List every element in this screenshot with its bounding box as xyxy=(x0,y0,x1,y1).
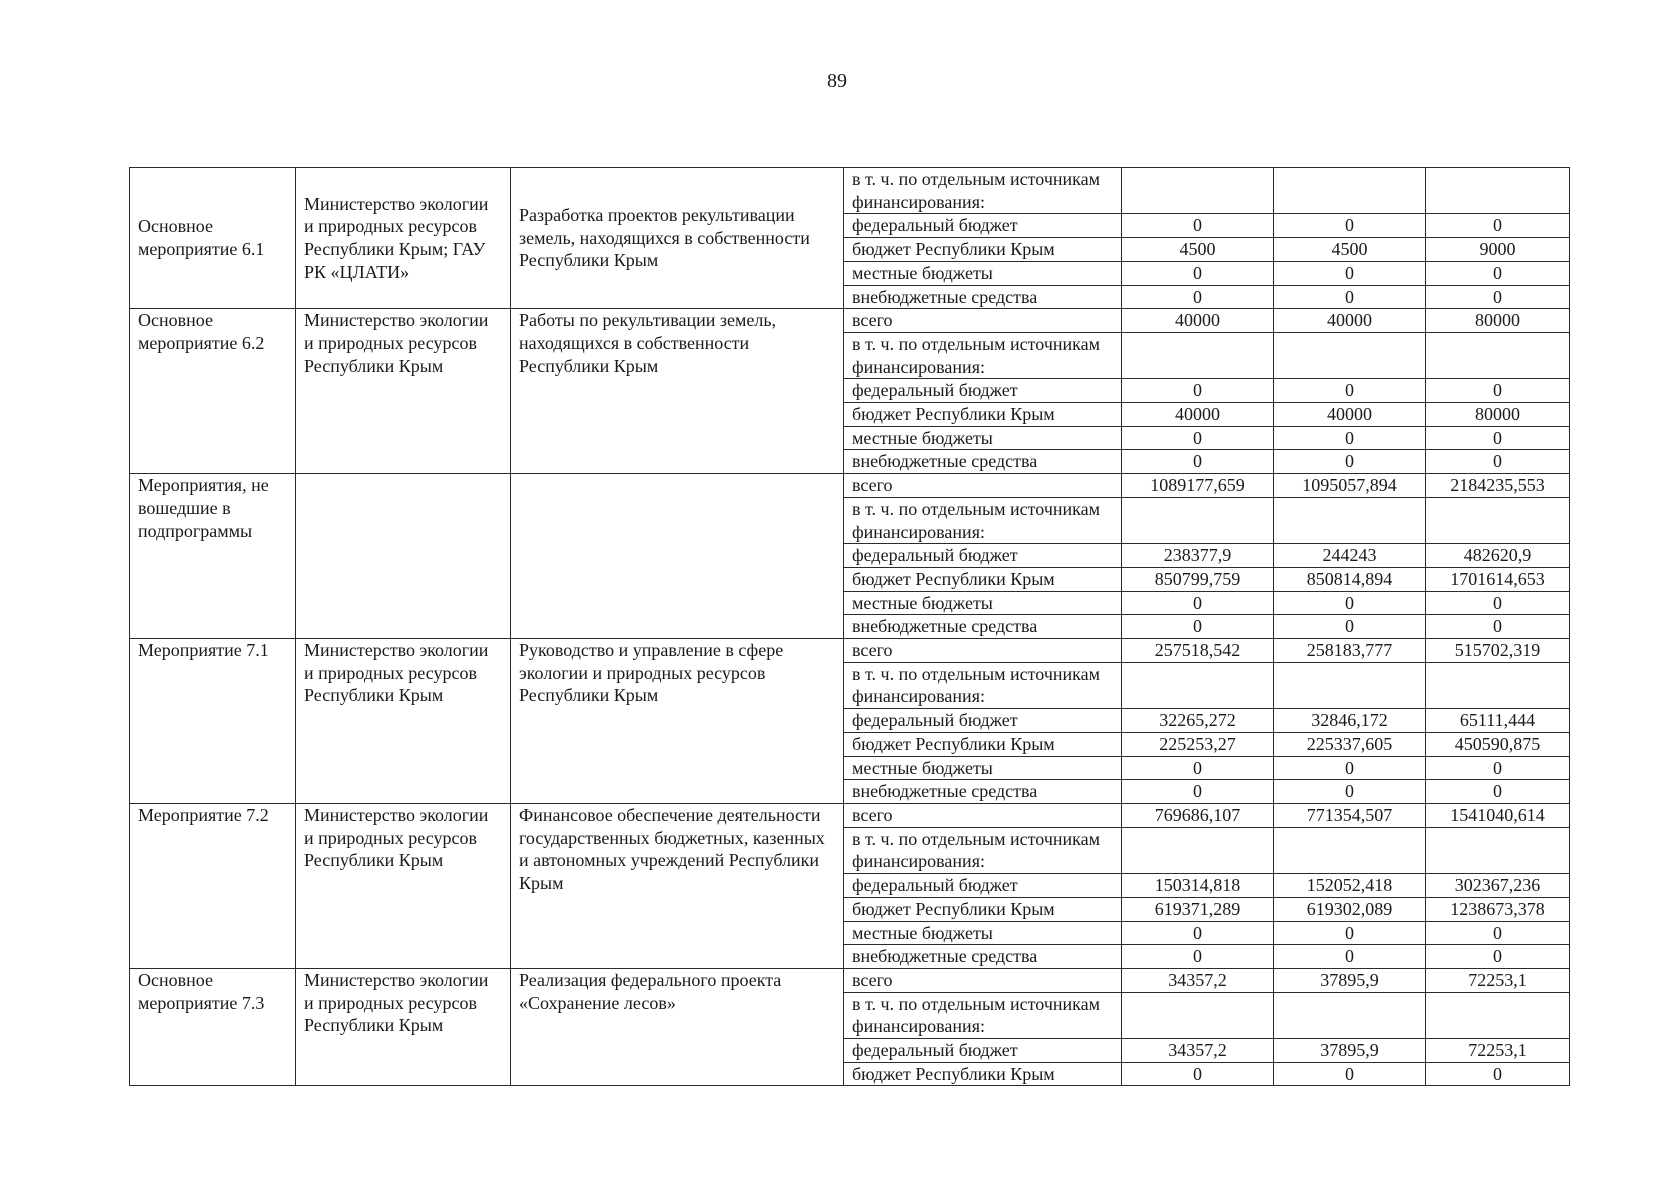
funding-table-body xyxy=(130,168,1570,1086)
amount-cell: 150314,818 xyxy=(1122,874,1274,898)
amount-cell xyxy=(1122,662,1274,708)
amount-cell: 850799,759 xyxy=(1122,567,1274,591)
amount-cell: 72253,1 xyxy=(1426,968,1570,992)
funding-source-cell: всего xyxy=(844,803,1122,827)
description-cell: Разработка проектов рекультивации земель, находящихся в собственности Республики Крым xyxy=(511,168,844,309)
amount-cell: 40000 xyxy=(1274,403,1426,427)
amount-cell: 0 xyxy=(1426,450,1570,474)
funding-source-cell: федеральный бюджет xyxy=(844,874,1122,898)
amount-cell: 40000 xyxy=(1274,309,1426,333)
amount-cell: 34357,2 xyxy=(1122,968,1274,992)
amount-cell: 0 xyxy=(1122,426,1274,450)
amount-cell xyxy=(1426,827,1570,873)
funding-source-cell: федеральный бюджет xyxy=(844,544,1122,568)
funding-source-cell: бюджет Республики Крым xyxy=(844,1062,1122,1086)
amount-cell: 850814,894 xyxy=(1274,567,1426,591)
amount-cell: 2184235,553 xyxy=(1426,474,1570,498)
executor-cell: Министерство экологии и природных ресурсов Республики Крым xyxy=(296,309,511,474)
funding-source-cell: внебюджетные средства xyxy=(844,780,1122,804)
amount-cell: 1095057,894 xyxy=(1274,474,1426,498)
amount-cell: 771354,507 xyxy=(1274,803,1426,827)
amount-cell: 0 xyxy=(1274,261,1426,285)
executor-cell: Министерство экологии и природных ресурсов Республики Крым xyxy=(296,639,511,804)
funding-source-cell: местные бюджеты xyxy=(844,426,1122,450)
funding-source-cell: местные бюджеты xyxy=(844,921,1122,945)
amount-cell xyxy=(1274,168,1426,214)
amount-cell: 4500 xyxy=(1122,238,1274,262)
amount-cell: 0 xyxy=(1274,379,1426,403)
amount-cell: 0 xyxy=(1426,379,1570,403)
amount-cell: 0 xyxy=(1122,780,1274,804)
description-cell: Работы по рекультивации земель, находящихся в собственности Республики Крым xyxy=(511,309,844,474)
amount-cell: 450590,875 xyxy=(1426,732,1570,756)
amount-cell: 619302,089 xyxy=(1274,897,1426,921)
description-cell xyxy=(511,474,844,639)
amount-cell xyxy=(1122,497,1274,543)
amount-cell: 238377,9 xyxy=(1122,544,1274,568)
amount-cell: 0 xyxy=(1426,214,1570,238)
executor-cell: Министерство экологии и природных ресурсов Республики Крым xyxy=(296,803,511,968)
amount-cell: 1701614,653 xyxy=(1426,567,1570,591)
amount-cell: 152052,418 xyxy=(1274,874,1426,898)
amount-cell: 0 xyxy=(1122,945,1274,969)
table-row xyxy=(130,474,1570,498)
amount-cell: 619371,289 xyxy=(1122,897,1274,921)
funding-source-cell: внебюджетные средства xyxy=(844,450,1122,474)
amount-cell: 32846,172 xyxy=(1274,709,1426,733)
amount-cell: 0 xyxy=(1274,945,1426,969)
amount-cell: 0 xyxy=(1426,426,1570,450)
amount-cell: 258183,777 xyxy=(1274,639,1426,663)
amount-cell: 0 xyxy=(1274,756,1426,780)
executor-cell: Министерство экологии и природных ресурсов Республики Крым; ГАУ РК «ЦЛАТИ» xyxy=(296,168,511,309)
amount-cell: 0 xyxy=(1274,285,1426,309)
event-name-cell: Основное мероприятие 6.2 xyxy=(130,309,296,474)
amount-cell: 40000 xyxy=(1122,309,1274,333)
funding-source-cell: в т. ч. по отдельным источникам финансирования: xyxy=(844,168,1122,214)
amount-cell xyxy=(1122,332,1274,378)
funding-source-cell: всего xyxy=(844,968,1122,992)
amount-cell: 0 xyxy=(1426,756,1570,780)
amount-cell xyxy=(1426,992,1570,1038)
amount-cell: 257518,542 xyxy=(1122,639,1274,663)
funding-source-cell: федеральный бюджет xyxy=(844,379,1122,403)
executor-cell: Министерство экологии и природных ресурсов Республики Крым xyxy=(296,968,511,1086)
amount-cell: 0 xyxy=(1122,285,1274,309)
amount-cell: 65111,444 xyxy=(1426,709,1570,733)
funding-source-cell: внебюджетные средства xyxy=(844,945,1122,969)
funding-source-cell: в т. ч. по отдельным источникам финансирования: xyxy=(844,497,1122,543)
amount-cell: 244243 xyxy=(1274,544,1426,568)
amount-cell: 80000 xyxy=(1426,403,1570,427)
funding-table xyxy=(129,167,1570,1086)
amount-cell xyxy=(1426,497,1570,543)
table-row xyxy=(130,309,1570,333)
amount-cell: 225253,27 xyxy=(1122,732,1274,756)
funding-source-cell: федеральный бюджет xyxy=(844,709,1122,733)
funding-source-cell: внебюджетные средства xyxy=(844,615,1122,639)
amount-cell: 0 xyxy=(1274,450,1426,474)
amount-cell: 0 xyxy=(1274,1062,1426,1086)
amount-cell: 34357,2 xyxy=(1122,1039,1274,1063)
executor-cell xyxy=(296,474,511,639)
funding-source-cell: в т. ч. по отдельным источникам финансирования: xyxy=(844,332,1122,378)
event-name-cell: Основное мероприятие 7.3 xyxy=(130,968,296,1086)
amount-cell: 0 xyxy=(1426,285,1570,309)
amount-cell: 9000 xyxy=(1426,238,1570,262)
amount-cell: 302367,236 xyxy=(1426,874,1570,898)
amount-cell: 0 xyxy=(1122,261,1274,285)
amount-cell: 0 xyxy=(1122,379,1274,403)
amount-cell: 0 xyxy=(1122,1062,1274,1086)
amount-cell: 0 xyxy=(1426,921,1570,945)
amount-cell: 0 xyxy=(1122,921,1274,945)
funding-source-cell: бюджет Республики Крым xyxy=(844,897,1122,921)
amount-cell xyxy=(1122,168,1274,214)
page-number: 89 xyxy=(827,70,847,92)
amount-cell xyxy=(1426,332,1570,378)
amount-cell xyxy=(1122,827,1274,873)
funding-source-cell: в т. ч. по отдельным источникам финансирования: xyxy=(844,827,1122,873)
funding-source-cell: федеральный бюджет xyxy=(844,214,1122,238)
funding-source-cell: бюджет Республики Крым xyxy=(844,403,1122,427)
funding-source-cell: всего xyxy=(844,639,1122,663)
funding-source-cell: местные бюджеты xyxy=(844,261,1122,285)
amount-cell: 0 xyxy=(1122,615,1274,639)
amount-cell: 0 xyxy=(1274,426,1426,450)
amount-cell: 515702,319 xyxy=(1426,639,1570,663)
description-cell: Руководство и управление в сфере экологии и природных ресурсов Республики Крым xyxy=(511,639,844,804)
amount-cell: 0 xyxy=(1426,615,1570,639)
table-row xyxy=(130,639,1570,663)
amount-cell xyxy=(1274,662,1426,708)
amount-cell: 0 xyxy=(1122,450,1274,474)
amount-cell xyxy=(1274,827,1426,873)
amount-cell: 482620,9 xyxy=(1426,544,1570,568)
amount-cell xyxy=(1426,662,1570,708)
event-name-cell: Мероприятие 7.1 xyxy=(130,639,296,804)
amount-cell: 37895,9 xyxy=(1274,1039,1426,1063)
amount-cell: 4500 xyxy=(1274,238,1426,262)
description-cell: Финансовое обеспечение деятельности государственных бюджетных, казенных и автономных учреждений Республики Крым xyxy=(511,803,844,968)
funding-source-cell: местные бюджеты xyxy=(844,756,1122,780)
amount-cell: 0 xyxy=(1426,780,1570,804)
amount-cell: 0 xyxy=(1274,615,1426,639)
amount-cell xyxy=(1274,992,1426,1038)
amount-cell: 1541040,614 xyxy=(1426,803,1570,827)
amount-cell: 0 xyxy=(1274,921,1426,945)
amount-cell: 0 xyxy=(1122,214,1274,238)
description-cell: Реализация федерального проекта «Сохранение лесов» xyxy=(511,968,844,1086)
table-row xyxy=(130,803,1570,827)
funding-source-cell: в т. ч. по отдельным источникам финансирования: xyxy=(844,662,1122,708)
event-name-cell: Основное мероприятие 6.1 xyxy=(130,168,296,309)
amount-cell: 0 xyxy=(1426,945,1570,969)
amount-cell xyxy=(1274,332,1426,378)
funding-source-cell: в т. ч. по отдельным источникам финансирования: xyxy=(844,992,1122,1038)
amount-cell: 32265,272 xyxy=(1122,709,1274,733)
amount-cell xyxy=(1426,168,1570,214)
amount-cell: 0 xyxy=(1122,591,1274,615)
amount-cell: 37895,9 xyxy=(1274,968,1426,992)
amount-cell: 80000 xyxy=(1426,309,1570,333)
table-row xyxy=(130,968,1570,992)
event-name-cell: Мероприятия, не вошедшие в подпрограммы xyxy=(130,474,296,639)
amount-cell: 769686,107 xyxy=(1122,803,1274,827)
amount-cell: 72253,1 xyxy=(1426,1039,1570,1063)
amount-cell: 0 xyxy=(1426,591,1570,615)
amount-cell xyxy=(1122,992,1274,1038)
funding-source-cell: местные бюджеты xyxy=(844,591,1122,615)
amount-cell: 40000 xyxy=(1122,403,1274,427)
funding-source-cell: бюджет Республики Крым xyxy=(844,732,1122,756)
amount-cell: 1238673,378 xyxy=(1426,897,1570,921)
amount-cell: 225337,605 xyxy=(1274,732,1426,756)
funding-source-cell: федеральный бюджет xyxy=(844,1039,1122,1063)
funding-source-cell: внебюджетные средства xyxy=(844,285,1122,309)
amount-cell: 0 xyxy=(1274,214,1426,238)
amount-cell: 0 xyxy=(1274,591,1426,615)
amount-cell: 1089177,659 xyxy=(1122,474,1274,498)
funding-source-cell: всего xyxy=(844,474,1122,498)
amount-cell: 0 xyxy=(1426,261,1570,285)
funding-source-cell: бюджет Республики Крым xyxy=(844,238,1122,262)
amount-cell: 0 xyxy=(1122,756,1274,780)
funding-source-cell: всего xyxy=(844,309,1122,333)
event-name-cell: Мероприятие 7.2 xyxy=(130,803,296,968)
amount-cell: 0 xyxy=(1274,780,1426,804)
amount-cell: 0 xyxy=(1426,1062,1570,1086)
funding-source-cell: бюджет Республики Крым xyxy=(844,567,1122,591)
amount-cell xyxy=(1274,497,1426,543)
